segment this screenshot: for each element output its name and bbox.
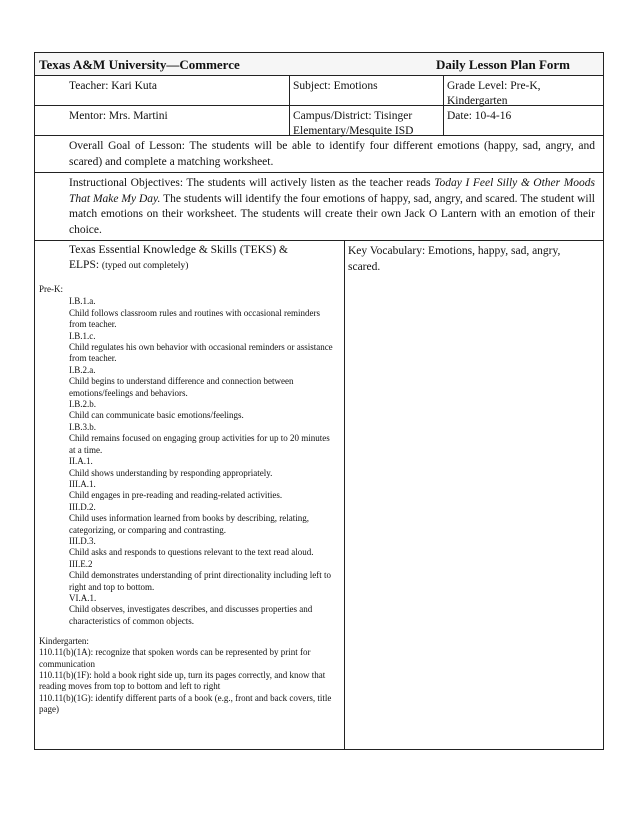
teks-item (39, 456, 342, 479)
teks-code: I.B.1.a. (69, 296, 96, 307)
date-cell (443, 106, 603, 135)
teks-code: I.B.1.c. (69, 330, 96, 341)
teks-cell (35, 241, 344, 749)
kinder-standard: 110.11(b)(1G): identify different parts of a book (e.g., front and back covers, title page) (39, 692, 332, 714)
teks-code: VI.A.1. (69, 592, 97, 603)
teks-heading: Texas Essential Knowledge & Skills (TEKS) & (69, 244, 288, 256)
elps-label: ELPS: (69, 259, 100, 271)
teks-code: I.B.2.b. (69, 399, 96, 410)
teks-desc: Child begins to understand difference and connection between emotions/feelings and behaviors. (69, 376, 294, 398)
teks-desc: Child uses information learned from books by describing, relating, categorizing, or comparing and contrasting. (69, 513, 309, 535)
teacher-cell (35, 76, 289, 105)
teks-item (39, 479, 342, 502)
teks-item (39, 502, 342, 536)
lesson-date: Date: 10-4-16 (447, 110, 512, 122)
kindergarten-label: Kindergarten: (39, 636, 89, 647)
campus-cell (289, 106, 443, 135)
teks-desc: Child engages in pre-reading and reading-related activities. (69, 490, 283, 501)
teks-item (39, 422, 342, 456)
teks-desc: Child demonstrates understanding of print directionality including left to right and top to bottom. (69, 570, 331, 592)
teacher-row (34, 76, 604, 106)
prek-label: Pre-K: (39, 284, 63, 294)
teks-item (39, 365, 342, 399)
teks-heading-cont (39, 258, 342, 274)
book-title: Today I Feel Silly & Other Moods That Make My Day. (69, 177, 595, 205)
lesson-goal: Overall Goal of Lesson: The students will be able to identify four different emotions (happy, sad, angry, and scared) and complete a matching worksheet. (69, 140, 595, 168)
teks-desc: Child regulates his own behavior with occasional reminders or assistance from teacher. (69, 342, 333, 364)
teks-code: I.B.3.b. (69, 421, 96, 432)
teks-code: I.B.2.a. (69, 364, 96, 375)
objectives-text-2: The students will identify the four emotions of happy, sad, angry, and scared. The student will match emotions on their worksheet. The students will create their own Jack O Lantern with an emotion of their choice. (69, 192, 595, 236)
prek-standards (39, 296, 342, 627)
teks-item (39, 593, 342, 627)
teks-code: III.D.3. (69, 535, 96, 546)
kinder-standard: 110.11(b)(1F): hold a book right side up, turn its pages correctly, and know that reading moves from top to bottom and left to right (39, 670, 326, 692)
grade-level-cont: Kindergarten (447, 95, 508, 107)
teks-desc: Child observes, investigates describes, and discusses properties and characteristics of common objects. (69, 604, 313, 626)
subject-cell (289, 76, 443, 105)
campus-district-cont: Elementary/Mesquite ISD (293, 125, 414, 137)
teacher-name: Teacher: Kari Kuta (69, 80, 157, 92)
subject: Subject: Emotions (293, 80, 378, 92)
key-vocabulary: Key Vocabulary: Emotions, happy, sad, angry, scared. (348, 245, 561, 273)
goal-row (34, 136, 604, 173)
teks-code: II.A.1. (69, 456, 93, 467)
teks-item (39, 296, 342, 330)
lesson-plan-form (34, 52, 604, 750)
grade-level: Grade Level: Pre-K, (447, 80, 541, 92)
teks-desc: Child can communicate basic emotions/feelings. (69, 410, 244, 421)
teks-row (34, 241, 604, 750)
teks-desc: Child asks and responds to questions relevant to the text read aloud. (69, 547, 314, 558)
teks-code: III.E.2 (69, 558, 93, 569)
form-title: Daily Lesson Plan Form (436, 57, 570, 72)
mentor-name: Mentor: Mrs. Martini (69, 110, 168, 122)
vocabulary-cell (344, 241, 603, 749)
objectives-text-1: Instructional Objectives: The students will actively listen as the teacher reads (69, 177, 435, 189)
institution-name: Texas A&M University—Commerce (39, 57, 240, 72)
teks-desc: Child shows understanding by responding appropriately. (69, 467, 273, 478)
form-header (34, 52, 604, 76)
teks-desc: Child remains focused on engaging group activities for up to 20 minutes at a time. (69, 433, 330, 455)
teks-item (39, 399, 342, 422)
kinder-standard: 110.11(b)(1A): recognize that spoken words can be represented by print for communication (39, 647, 311, 669)
teks-desc: Child follows classroom rules and routines with occasional reminders from teacher. (69, 307, 320, 330)
grade-cell (443, 76, 603, 105)
teks-note: (typed out completely) (101, 261, 189, 271)
teks-item (39, 536, 342, 559)
objectives-row (34, 173, 604, 241)
mentor-row (34, 106, 604, 136)
mentor-cell (35, 106, 289, 135)
teks-code: III.A.1. (69, 478, 96, 489)
instructional-objectives (35, 176, 603, 238)
teks-item (39, 559, 342, 593)
teks-code: III.D.2. (69, 501, 96, 512)
teks-item (39, 331, 342, 365)
campus-district: Campus/District: Tisinger (293, 110, 413, 122)
